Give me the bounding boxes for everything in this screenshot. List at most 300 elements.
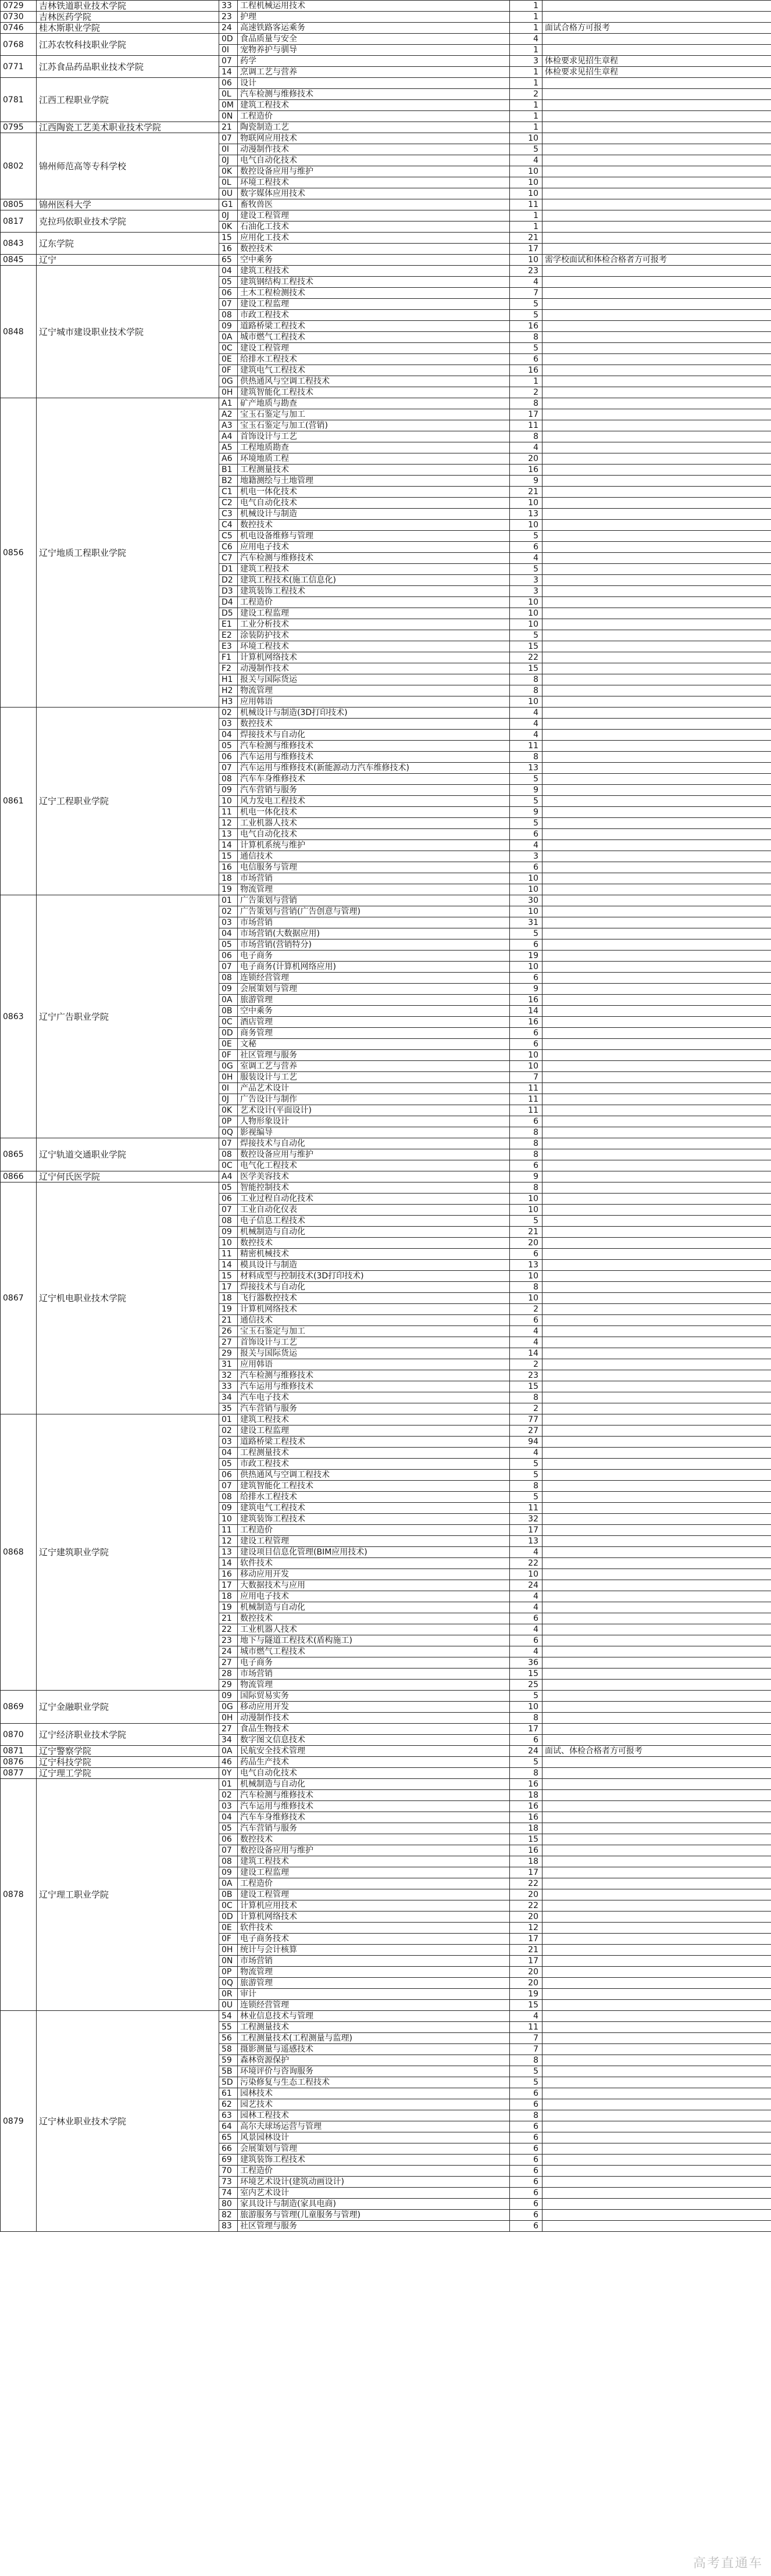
major-name-cell: 精密机械技术 [238,1249,510,1260]
major-name-cell: 汽车车身维修技术 [238,1812,510,1823]
major-code-cell: 21 [219,1315,238,1326]
major-name-cell: 工业自动化仪表 [238,1205,510,1216]
major-code-cell: A1 [219,398,238,409]
major-name-cell: 数控技术 [238,244,510,255]
major-code-cell: 0D [219,34,238,45]
major-name-cell: 商务管理 [238,1028,510,1039]
plan-count-cell: 4 [510,2011,542,2022]
plan-count-cell: 31 [510,917,542,928]
major-code-cell: 0A [219,1746,238,1757]
major-code-cell: 06 [219,951,238,962]
plan-count-cell: 2 [510,89,542,100]
note-cell [542,1072,771,1083]
major-code-cell: 16 [219,244,238,255]
note-cell [542,1790,771,1801]
note-cell [542,365,771,376]
note-cell [542,1668,771,1680]
school-name-cell: 辽东学院 [37,233,219,255]
note-cell [542,1768,771,1779]
major-code-cell: 59 [219,2055,238,2066]
major-code-cell: 0C [219,1017,238,1028]
major-name-cell: 园林工程技术 [238,2110,510,2121]
note-cell [542,1591,771,1602]
major-name-cell: 汽车检测与维修技术 [238,741,510,752]
note-cell [542,652,771,663]
note-cell [542,663,771,674]
plan-count-cell: 4 [510,1326,542,1337]
major-name-cell: 飞行器数控技术 [238,1293,510,1304]
note-cell [542,1127,771,1138]
major-name-cell: 数字媒体应用技术 [238,188,510,199]
school-code-cell: 0876 [1,1757,37,1768]
note-cell [542,984,771,995]
major-name-cell: 工程测量技术(工程测量与监理) [238,2033,510,2044]
major-name-cell: 建设工程监理 [238,1425,510,1437]
major-code-cell: 19 [219,1304,238,1315]
table-row [1,1691,771,1702]
note-cell: 体检要求见招生章程 [542,67,771,78]
school-name-cell: 辽宁建筑职业学院 [37,1414,219,1691]
major-code-cell: 0C [219,343,238,354]
plan-count-cell: 5 [510,1691,542,1702]
major-name-cell: 工程造价 [238,1525,510,1536]
note-cell [542,1083,771,1094]
major-name-cell: 汽车检测与维修技术 [238,1790,510,1801]
plan-count-cell: 10 [510,906,542,917]
table-row [1,255,771,266]
major-name-cell: 应用电子技术 [238,542,510,553]
plan-count-cell: 5 [510,343,542,354]
major-name-cell: 大数据技术与应用 [238,1580,510,1591]
major-code-cell: 15 [219,1271,238,1282]
major-name-cell: 计算机网络技术 [238,1912,510,1923]
school-code-cell: 0865 [1,1138,37,1171]
major-name-cell: 应用韩语 [238,1359,510,1370]
major-name-cell: 矿产地质与勘查 [238,398,510,409]
major-name-cell: 工业过程自动化技术 [238,1194,510,1205]
major-code-cell: 0J [219,210,238,221]
major-code-cell: 23 [219,1635,238,1646]
plan-count-cell: 4 [510,553,542,564]
major-code-cell: 22 [219,1624,238,1635]
plan-count-cell: 5 [510,630,542,641]
table-row [1,78,771,89]
school-code-cell: 0869 [1,1691,37,1724]
plan-count-cell: 6 [510,939,542,951]
major-name-cell: 土木工程检测技术 [238,288,510,299]
plan-count-cell: 6 [510,2166,542,2177]
major-code-cell: 14 [219,1558,238,1569]
major-name-cell: 智能控制技术 [238,1182,510,1194]
major-name-cell: 建筑工程技术 [238,100,510,111]
plan-count-cell: 9 [510,785,542,796]
major-name-cell: 建筑工程技术 [238,1856,510,1867]
plan-count-cell: 7 [510,2033,542,2044]
plan-count-cell: 10 [510,608,542,619]
note-cell [542,420,771,431]
note-cell [542,1657,771,1668]
note-cell [542,1304,771,1315]
table-row [1,233,771,244]
major-name-cell: 摄影测量与遥感技术 [238,2044,510,2055]
plan-count-cell: 17 [510,1525,542,1536]
table-row [1,266,771,277]
major-code-cell: 0A [219,995,238,1006]
plan-count-cell: 1 [510,221,542,233]
school-code-cell: 0805 [1,199,37,210]
note-cell [542,962,771,973]
major-name-cell: 机械设计与制造 [238,509,510,520]
major-name-cell: 涂装防护技术 [238,630,510,641]
school-name-cell: 辽宁理工职业学院 [37,1779,219,2011]
plan-count-cell: 24 [510,1746,542,1757]
plan-count-cell: 16 [510,1812,542,1823]
major-code-cell: D2 [219,575,238,586]
major-name-cell: 焊接技术与自动化 [238,1282,510,1293]
note-cell [542,321,771,332]
major-code-cell: 58 [219,2044,238,2055]
school-code-cell: 0771 [1,56,37,78]
major-code-cell: 11 [219,807,238,818]
plan-count-cell: 9 [510,476,542,487]
plan-count-cell: 20 [510,1238,542,1249]
plan-count-cell: 4 [510,1602,542,1613]
major-name-cell: 物联网应用技术 [238,133,510,144]
major-code-cell: 08 [219,1149,238,1160]
note-cell [542,1160,771,1171]
note-cell [542,1525,771,1536]
major-code-cell: 07 [219,56,238,67]
plan-count-cell: 6 [510,354,542,365]
major-name-cell: 建筑工程技术 [238,266,510,277]
plan-count-cell: 4 [510,708,542,719]
plan-count-cell: 9 [510,1171,542,1182]
plan-count-cell: 20 [510,1889,542,1900]
note-cell [542,122,771,133]
note-cell [542,1856,771,1867]
plan-count-cell: 4 [510,155,542,166]
note-cell [542,509,771,520]
major-name-cell: 统计与会计核算 [238,1945,510,1956]
major-name-cell: 建设工程监理 [238,299,510,310]
major-code-cell: 02 [219,1425,238,1437]
major-code-cell: H3 [219,696,238,708]
note-cell [542,1514,771,1525]
plan-count-cell: 4 [510,442,542,453]
major-name-cell: 建筑工程技术 [238,1414,510,1425]
major-code-cell: 03 [219,917,238,928]
note-cell [542,1867,771,1878]
major-code-cell: 03 [219,719,238,730]
major-code-cell: 06 [219,288,238,299]
plan-count-cell: 6 [510,2188,542,2199]
school-code-cell: 0848 [1,266,37,398]
plan-count-cell: 5 [510,2077,542,2088]
major-code-cell: D3 [219,586,238,597]
major-code-cell: 0I [219,144,238,155]
plan-count-cell: 1 [510,12,542,23]
major-name-cell: 机械制造与自动化 [238,1227,510,1238]
table-row [1,1746,771,1757]
plan-count-cell: 17 [510,244,542,255]
school-name-cell: 辽宁工程职业学院 [37,708,219,895]
note-cell [542,2077,771,2088]
major-name-cell: 建设工程管理 [238,1536,510,1547]
school-code-cell: 0863 [1,895,37,1138]
major-code-cell: 0E [219,1039,238,1050]
note-cell [542,1912,771,1923]
major-code-cell: 0K [219,166,238,177]
plan-count-cell: 16 [510,1017,542,1028]
plan-count-cell: 11 [510,420,542,431]
major-name-cell: 汽车运用与维修技术 [238,1381,510,1392]
note-cell [542,1934,771,1945]
major-code-cell: 0Q [219,1127,238,1138]
major-code-cell: B2 [219,476,238,487]
plan-count-cell: 8 [510,1127,542,1138]
plan-count-cell: 6 [510,1635,542,1646]
plan-count-cell: 4 [510,1624,542,1635]
plan-count-cell: 10 [510,1205,542,1216]
major-code-cell: 29 [219,1680,238,1691]
note-cell [542,1238,771,1249]
major-code-cell: E2 [219,630,238,641]
plan-count-cell: 11 [510,2022,542,2033]
note-cell [542,1978,771,1989]
major-code-cell: 18 [219,1591,238,1602]
major-name-cell: 旅游管理 [238,995,510,1006]
major-code-cell: 05 [219,1459,238,1470]
plan-count-cell: 5 [510,1492,542,1503]
plan-count-cell: 6 [510,542,542,553]
major-name-cell: 工程造价 [238,111,510,122]
plan-count-cell: 24 [510,1580,542,1591]
major-name-cell: 电子商务技术 [238,1934,510,1945]
note-cell [542,1039,771,1050]
major-code-cell: 0J [219,1094,238,1105]
major-name-cell: 建设工程管理 [238,1889,510,1900]
table-row [1,23,771,34]
major-name-cell: 环境工程技术 [238,641,510,652]
note-cell [542,531,771,542]
major-code-cell: H2 [219,685,238,696]
major-name-cell: 市场营销(大数据应用) [238,928,510,939]
school-name-cell: 辽宁经济职业技术学院 [37,1724,219,1746]
plan-count-cell: 5 [510,299,542,310]
plan-count-cell: 8 [510,1481,542,1492]
major-code-cell: A6 [219,453,238,465]
major-name-cell: 汽车车身维修技术 [238,774,510,785]
school-code-cell: 0817 [1,210,37,233]
note-cell [542,188,771,199]
major-name-cell: 电子商务(计算机网络应用) [238,962,510,973]
note-cell [542,520,771,531]
school-code-cell: 0871 [1,1746,37,1757]
note-cell [542,12,771,23]
major-code-cell: D5 [219,608,238,619]
major-name-cell: 室调工艺与营养 [238,1061,510,1072]
note-cell [542,1105,771,1116]
school-name-cell: 吉林医药学院 [37,12,219,23]
major-code-cell: 04 [219,1812,238,1823]
major-name-cell: 城市燃气工程技术 [238,1646,510,1657]
note-cell [542,1889,771,1900]
plan-count-cell: 18 [510,1823,542,1834]
major-name-cell: 建筑电气工程技术 [238,365,510,376]
table-row [1,1,771,12]
note-cell [542,973,771,984]
major-name-cell: 焊接技术与自动化 [238,730,510,741]
major-code-cell: 05 [219,939,238,951]
plan-count-cell: 6 [510,2210,542,2221]
major-name-cell: 电子信息工程技术 [238,1216,510,1227]
school-name-cell: 辽宁轨道交通职业学院 [37,1138,219,1171]
note-cell [542,785,771,796]
major-code-cell: 33 [219,1381,238,1392]
note-cell [542,917,771,928]
note-cell [542,1613,771,1624]
major-name-cell: 机电一体化技术 [238,487,510,498]
major-name-cell: 汽车运用与维修技术 [238,752,510,763]
note-cell [542,453,771,465]
major-code-cell: 54 [219,2011,238,2022]
major-name-cell: 工业分析技术 [238,619,510,630]
major-name-cell: 建设工程管理 [238,343,510,354]
note-cell: 体检要求见招生章程 [542,56,771,67]
note-cell [542,1138,771,1149]
plan-count-cell: 7 [510,288,542,299]
plan-count-cell: 20 [510,453,542,465]
school-code-cell: 0878 [1,1779,37,2011]
plan-count-cell: 10 [510,873,542,884]
major-name-cell: 广告策划与营销 [238,895,510,906]
major-code-cell: C5 [219,531,238,542]
major-code-cell: 18 [219,1293,238,1304]
note-cell [542,741,771,752]
school-name-cell: 辽宁理工学院 [37,1768,219,1779]
plan-count-cell: 5 [510,564,542,575]
note-cell [542,288,771,299]
plan-count-cell: 10 [510,1569,542,1580]
school-code-cell: 0866 [1,1171,37,1182]
plan-count-cell: 14 [510,1006,542,1017]
note-cell [542,1414,771,1425]
note-cell [542,1,771,12]
major-code-cell: D1 [219,564,238,575]
note-cell [542,2088,771,2099]
plan-count-cell: 25 [510,1680,542,1691]
table-row [1,1757,771,1768]
plan-count-cell: 5 [510,2066,542,2077]
plan-count-cell: 10 [510,166,542,177]
major-code-cell: 0L [219,89,238,100]
major-code-cell: 13 [219,1547,238,1558]
table-row [1,1768,771,1779]
major-name-cell: 计算机系统与维护 [238,840,510,851]
note-cell [542,674,771,685]
note-cell [542,619,771,630]
note-cell [542,354,771,365]
major-code-cell: A4 [219,431,238,442]
plan-count-cell: 20 [510,1912,542,1923]
major-code-cell: 07 [219,133,238,144]
major-code-cell: 0G [219,1702,238,1713]
note-cell [542,730,771,741]
note-cell [542,1646,771,1657]
note-cell [542,1624,771,1635]
plan-count-cell: 10 [510,520,542,531]
note-cell [542,696,771,708]
note-cell [542,1459,771,1470]
major-name-cell: 数控技术 [238,1238,510,1249]
plan-count-cell: 6 [510,1613,542,1624]
major-code-cell: 26 [219,1326,238,1337]
major-code-cell: 0E [219,354,238,365]
plan-count-cell: 22 [510,1558,542,1569]
plan-count-cell: 1 [510,23,542,34]
major-code-cell: 06 [219,1470,238,1481]
major-code-cell: 07 [219,1205,238,1216]
note-cell [542,586,771,597]
major-name-cell: 广告设计与制作 [238,1094,510,1105]
plan-count-cell: 7 [510,1072,542,1083]
plan-count-cell: 17 [510,1956,542,1967]
table-row [1,2011,771,2022]
plan-count-cell: 4 [510,719,542,730]
note-cell [542,906,771,917]
major-name-cell: 宠物养护与驯导 [238,45,510,56]
major-code-cell: 04 [219,730,238,741]
plan-count-cell: 8 [510,752,542,763]
major-name-cell: 机械制造与自动化 [238,1602,510,1613]
major-name-cell: 建筑装饰工程技术 [238,2155,510,2166]
table-row [1,34,771,45]
table-row [1,133,771,144]
major-code-cell: 24 [219,23,238,34]
plan-count-cell: 11 [510,1094,542,1105]
major-code-cell: 04 [219,928,238,939]
plan-count-cell: 27 [510,1425,542,1437]
major-code-cell: 04 [219,1448,238,1459]
note-cell [542,398,771,409]
note-cell [542,1194,771,1205]
plan-count-cell: 5 [510,1216,542,1227]
major-name-cell: 建筑工程技术 [238,564,510,575]
major-name-cell: 移动应用开发 [238,1702,510,1713]
plan-count-cell: 2 [510,1403,542,1414]
note-cell [542,719,771,730]
major-code-cell: 0B [219,1006,238,1017]
plan-count-cell: 1 [510,111,542,122]
note-cell [542,2000,771,2011]
major-code-cell: 07 [219,1481,238,1492]
major-code-cell: 12 [219,818,238,829]
major-name-cell: 工程造价 [238,1878,510,1889]
major-code-cell: 05 [219,1823,238,1834]
major-name-cell: 市场营销 [238,1668,510,1680]
school-code-cell: 0877 [1,1768,37,1779]
plan-count-cell: 23 [510,1370,542,1381]
major-code-cell: B1 [219,465,238,476]
major-name-cell: 报关与国际货运 [238,1348,510,1359]
major-name-cell: 会展策划与管理 [238,2143,510,2155]
major-name-cell: 食品质量与安全 [238,34,510,45]
plan-count-cell: 3 [510,575,542,586]
major-name-cell: 护理 [238,12,510,23]
note-cell [542,1282,771,1293]
plan-count-cell: 17 [510,1934,542,1945]
note-cell [542,2188,771,2199]
